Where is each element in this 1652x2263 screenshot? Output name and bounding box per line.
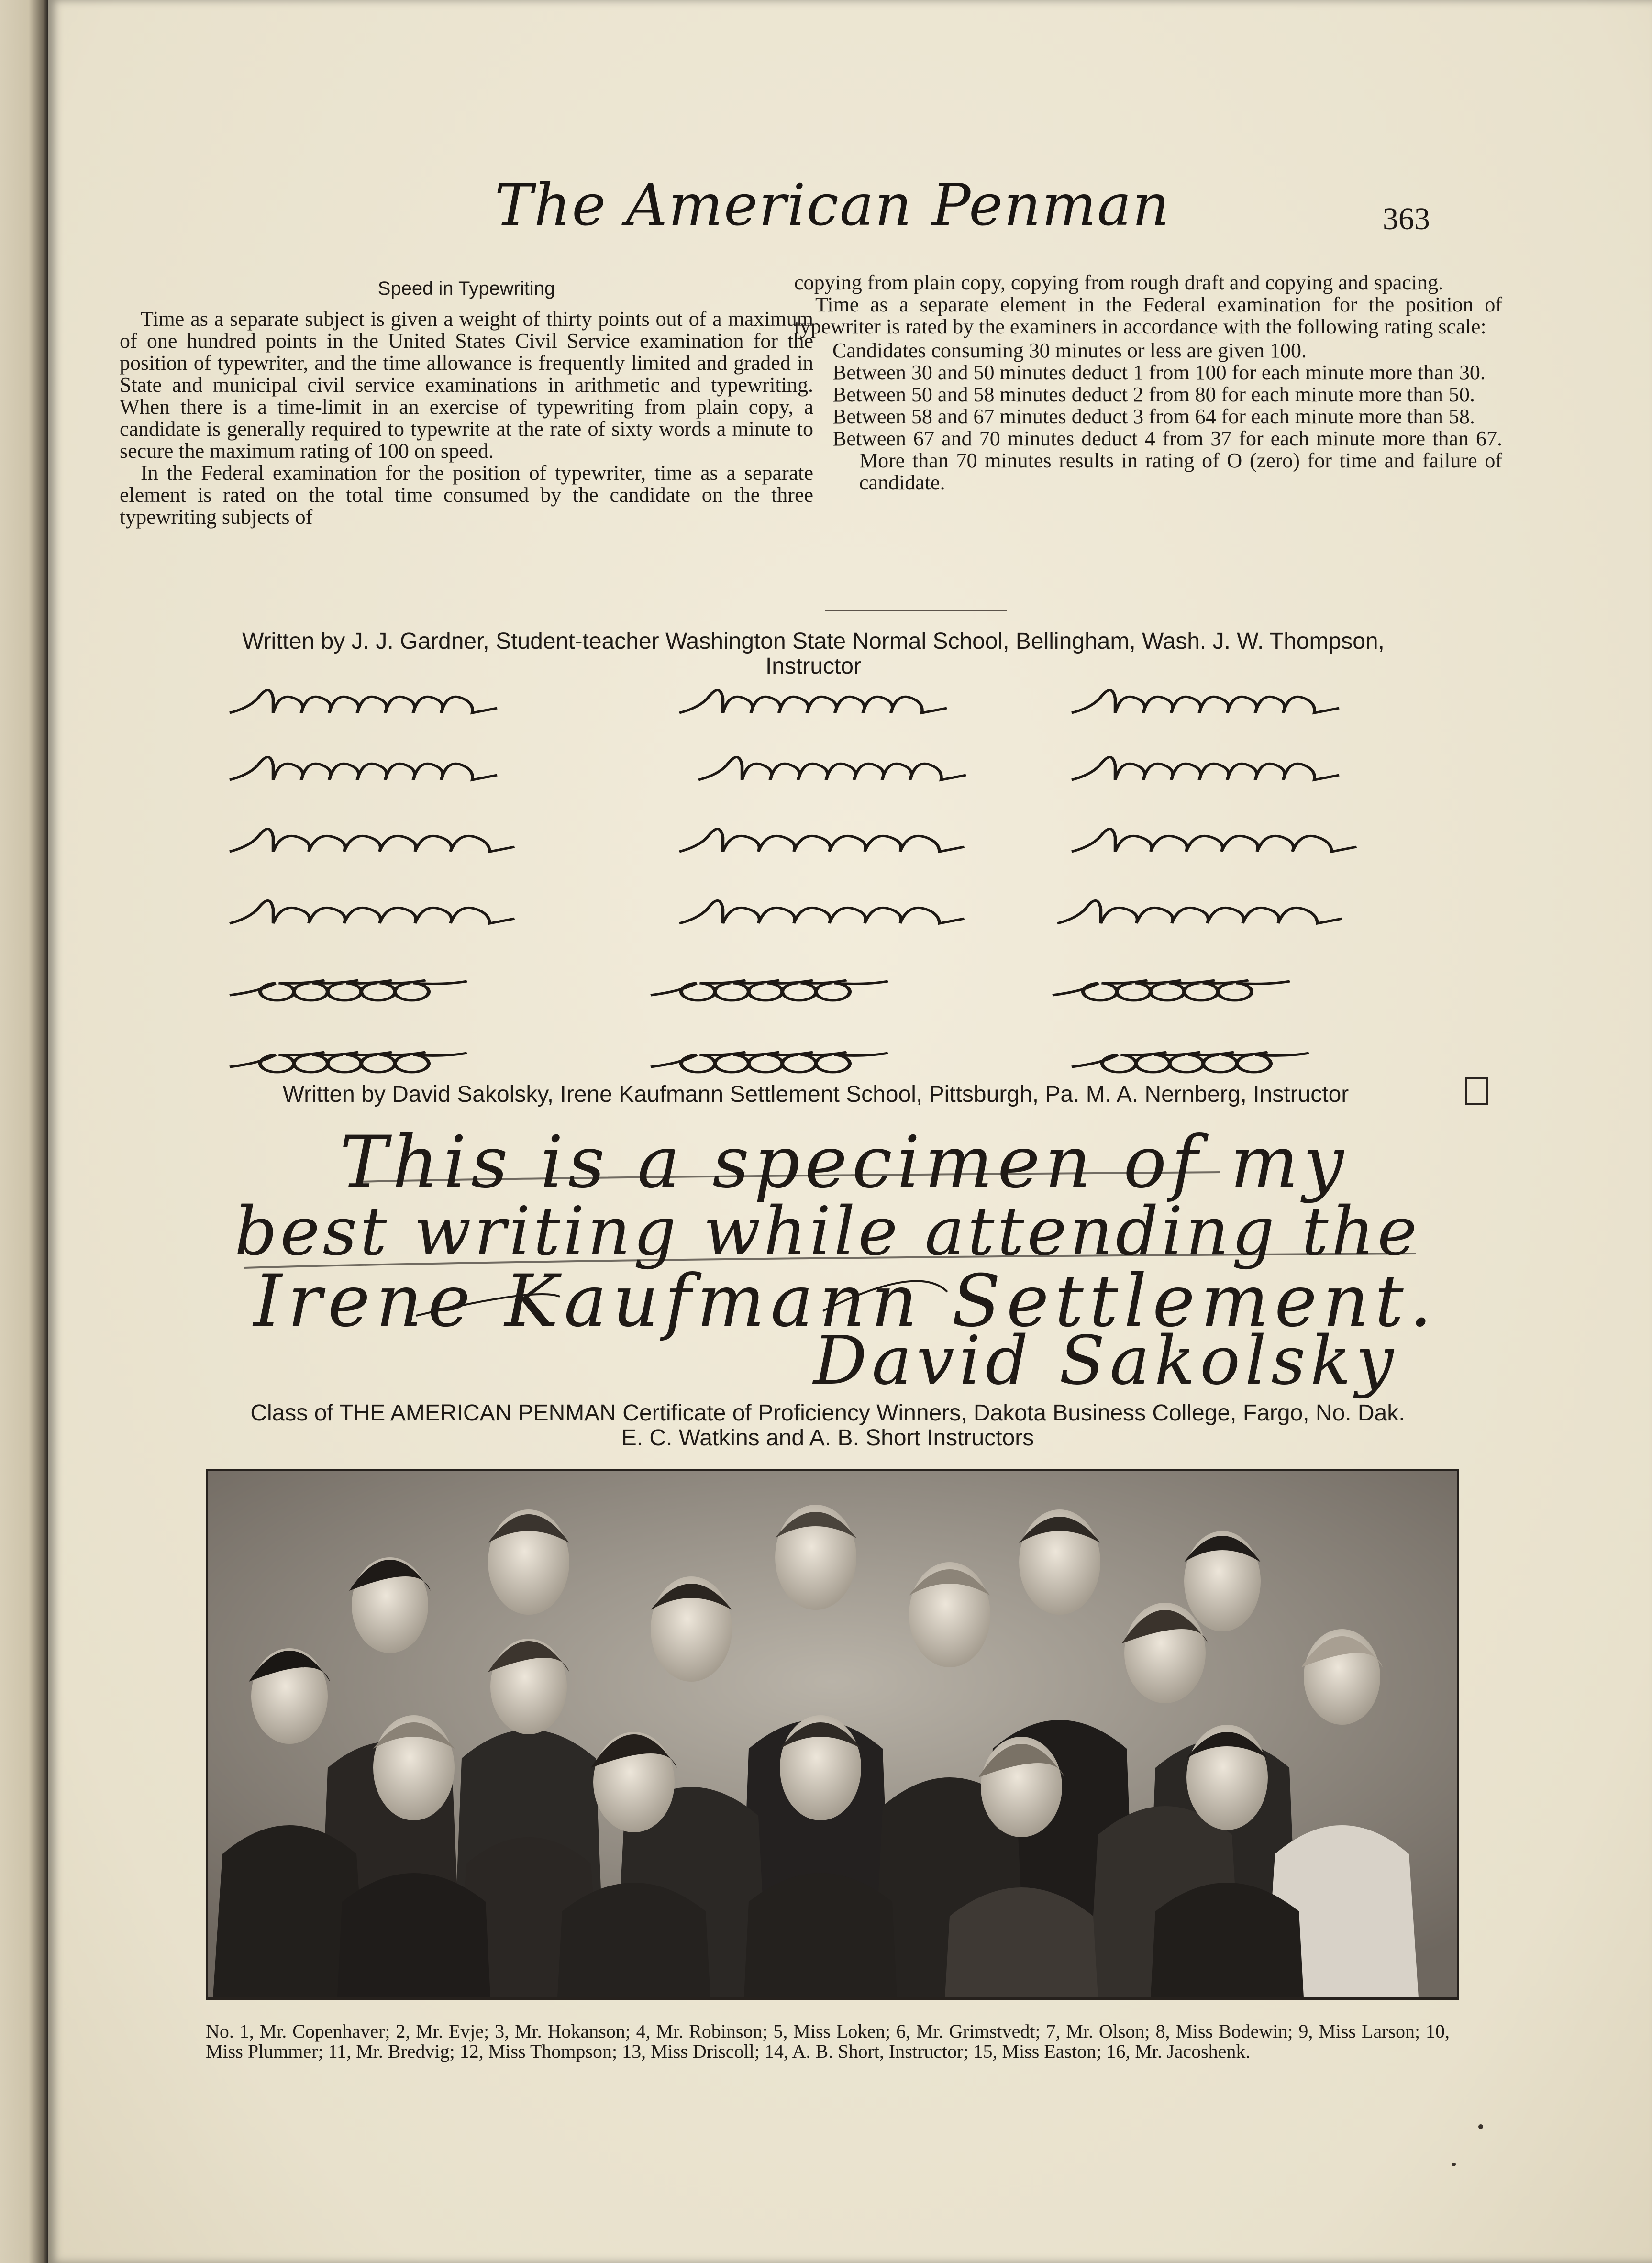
specimen1-credit-instructor: Instructor — [765, 654, 862, 679]
specimen2-credit: Written by David Sakolsky, Irene Kaufmann Settlement School, Pittsburgh, Pa. M. A. Nernberg, Instructor — [282, 1082, 1349, 1107]
rating-scale-item: Candidates consuming 30 minutes or less are given 100. — [832, 339, 1307, 362]
class-photo-caption: No. 1, Mr. Copenhaver; 2, Mr. Evje; 3, Mr. Hokanson; 4, Mr. Robinson; 5, Miss Loken; 6, Mr. Grimstvedt; 7, Mr. Olson; 8, Miss Bodewin; 9, Miss Larson; 10, Miss Plummer; 11, Mr. Bredvig; 12, Miss Thompson; 13, Miss Driscoll; 14, A. B. Short, Instructor; 15, Miss Easton; 16, Mr. Jacoshenk. — [206, 2020, 1450, 2062]
specimen1-credit-line: Written by J. J. Gardner, Student-teacher Washington State Normal School, Bellingham, Wash. J. W. Thompson, — [242, 629, 1385, 654]
paper-blemish — [1452, 2163, 1456, 2166]
class-photograph — [206, 1469, 1459, 2000]
article-heading: Speed in Typewriting — [377, 278, 555, 299]
rating-scale-item: Between 67 and 70 minutes deduct 4 from 37 for each minute more than 67. More than 70 minutes results in rating of O (zero) for time and failure of candidate. — [832, 427, 1502, 494]
drill-row-m — [230, 757, 1339, 780]
drill-row-n — [230, 829, 1356, 852]
rating-scale-list — [794, 340, 1502, 494]
column-end-rule — [825, 610, 1007, 611]
handwriting-line: This is a specimen of my — [340, 1121, 1349, 1204]
book-spine-edge — [0, 0, 48, 2263]
rating-scale-item: Between 30 and 50 minutes deduct 1 from 100 for each minute more than 30. — [832, 361, 1486, 384]
handwriting-specimen — [225, 1115, 1493, 1402]
paper-blemish — [1478, 2124, 1483, 2129]
article-left-column — [120, 277, 813, 528]
class-photo-figures — [208, 1471, 1457, 1997]
drill-row-n — [230, 901, 1342, 924]
penmanship-drill-illustration — [220, 665, 1493, 1086]
drill-row-o — [230, 1052, 1309, 1072]
article-paragraph: Time as a separate subject is given a weight of thirty points out of a maximum of one hundred points in the United States Civil Service examination for the position of typewriter, and the time allowance is frequently limited and graded in State and municipal civil service examinations in arithmetic and typewriting. When there is a time-limit in an exercise of typewriting from plain copy, a candidate is generally required to typewrite at the rate of sixty words a minute to secure the maximum rating of 100 on speed. — [120, 307, 813, 463]
magazine-page — [48, 0, 1652, 2263]
drill-row-m — [230, 690, 1339, 713]
article-paragraph: In the Federal examination for the position of typewriter, time as a separate element is rated on the total time consumed by the candidate on the three typewriting subjects of — [120, 461, 813, 529]
rating-scale-item: Between 58 and 67 minutes deduct 3 from 64 for each minute more than 58. — [832, 405, 1475, 428]
class-photo-credit — [134, 1401, 1521, 1451]
handwriting-line: best writing while attending the — [234, 1193, 1420, 1271]
handwriting-signature: David Sakolsky — [813, 1322, 1398, 1400]
article-right-column — [794, 272, 1502, 494]
page-number: 363 — [1383, 201, 1430, 236]
class-photo-instructors: E. C. Watkins and A. B. Short Instructors — [621, 1425, 1034, 1451]
handwriting-line: Irene Kaufmann Settlement. — [254, 1260, 1438, 1343]
masthead-title: The American Penman — [494, 172, 1171, 239]
rating-scale-item: Between 50 and 58 minutes deduct 2 from 80 for each minute more than 50. — [832, 383, 1475, 406]
class-photo-credit-line: Class of THE AMERICAN PENMAN Certificate of Proficiency Winners, Dakota Business College, Fargo, No. Dak. — [250, 1400, 1405, 1426]
drill-row-o — [230, 980, 1290, 1000]
article-paragraph: Time as a separate element in the Federal examination for the position of typewriter is rated by the examiners in accordance with the following rating scale: — [794, 293, 1502, 338]
printer-corner-mark — [1465, 1077, 1488, 1105]
article-continuation: copying from plain copy, copying from rough draft and copying and spacing. — [794, 271, 1444, 294]
